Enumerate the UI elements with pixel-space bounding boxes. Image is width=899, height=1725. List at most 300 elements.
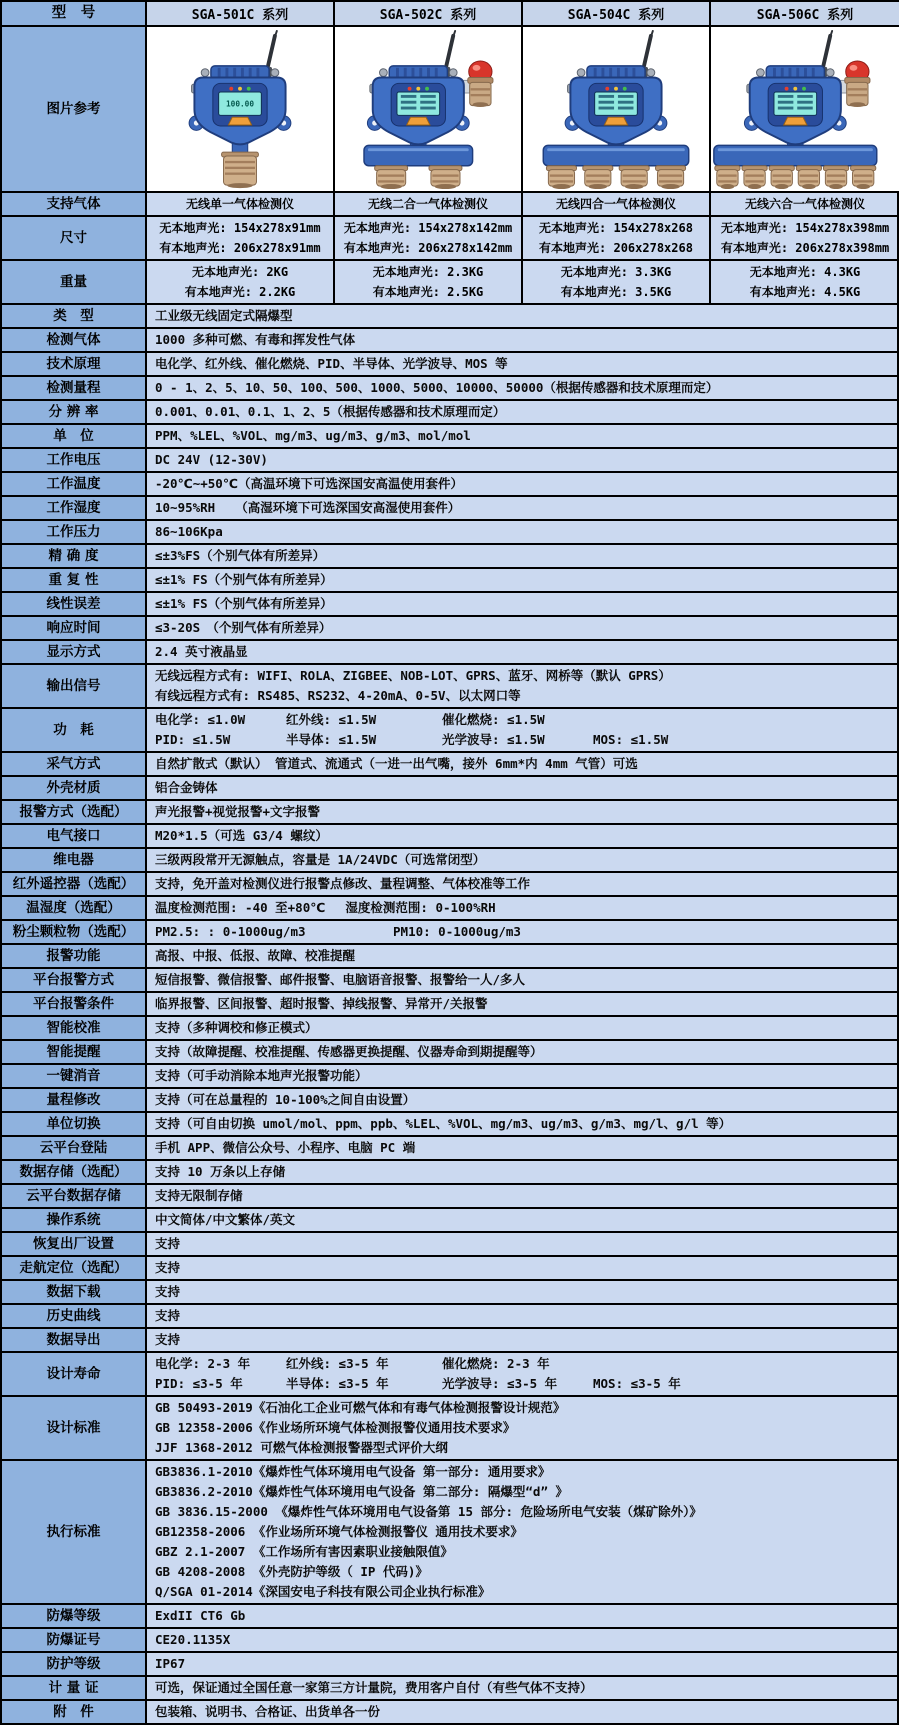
spec-text: 温度检测范围: -40 至+80℃ 湿度检测范围: 0-100%RH [155,900,496,915]
table-row-weight [2,261,897,305]
table-row-platform-alarm-cond [2,993,897,1017]
row-label-temp-humidity: 温湿度（选配） [2,897,147,919]
spec-value-resolution [147,401,897,423]
spec-text: 支持 [155,1284,181,1299]
spec-text: DC 24V (12-30V) [155,452,268,467]
spec-text: 支持 [155,1332,181,1347]
spec-line [155,1606,893,1626]
spec-value-alarm-func [147,945,897,967]
spec-line [155,1702,893,1722]
spec-text: 红外线: ≤1.5W [286,712,377,727]
row-label-smart-cal: 智能校准 [2,1017,147,1039]
spec-line [155,450,893,470]
series-header-sga-502c: SGA-502C 系列 [335,2,523,25]
table-row-os [2,1209,897,1233]
table-row-work-temp [2,473,897,497]
spec-line [155,1462,893,1482]
spec-text: 支持 [155,1308,181,1323]
row-label-ex-grade: 防爆等级 [2,1605,147,1627]
table-row-dust [2,921,897,945]
spec-text: 无线四合一气体检测仪 [555,197,676,211]
weight-value-col-2 [523,261,711,303]
spec-value-ex-grade [147,1605,897,1627]
spec-value-smart-cal [147,1017,897,1039]
row-label-ex-cert: 防爆证号 [2,1629,147,1651]
row-label-work-temp: 工作温度 [2,473,147,495]
spec-line [155,754,893,774]
spec-text: 电化学: 2-3 年 [155,1356,251,1371]
spec-text: 支持（可手动消除本地声光报警功能） [155,1068,368,1083]
spec-line [155,946,893,966]
spec-text: GBZ 2.1-2007 《工作场所有害因素职业接触限值》 [155,1544,453,1559]
row-label-data-download: 数据下载 [2,1281,147,1303]
spec-line [155,522,893,542]
table-row-repeatability [2,569,897,593]
table-row-relay [2,849,897,873]
spec-line [155,378,893,398]
spec-line [155,1374,893,1394]
spec-text: IP67 [155,1656,186,1671]
spec-text: GB 3836.15-2000 《爆炸性气体环境用电气设备第 15 部分: 危险场所电气安装（煤矿除外）》 [155,1504,702,1519]
spec-text: 无本地声光: 154x278x268 [539,221,693,235]
table-row-gps [2,1257,897,1281]
spec-line [155,306,893,326]
spec-value-sampling [147,753,897,775]
spec-value-design-life [147,1353,897,1395]
spec-value-factory-reset [147,1233,897,1255]
spec-line [155,1630,893,1650]
spec-line [155,1282,893,1302]
spec-text: 支持无限制存储 [155,1188,243,1203]
table-row-one-key-mute [2,1065,897,1089]
weight-value-col-1 [335,261,523,303]
spec-value-platform-alarm-type [147,969,897,991]
spec-text: 1000 多种可燃、有毒和挥发性气体 [155,332,356,347]
spec-line [155,1210,893,1230]
spec-text: 光学波导: ≤1.5W [442,732,545,747]
row-label-ir-remote: 红外遥控器（选配） [2,873,147,895]
spec-text: 中文简体/中文繁体/英文 [155,1212,296,1227]
dimensions-value-col-3 [711,217,899,259]
spec-text: GB3836.2-2010《爆炸性气体环境用电气设备 第二部分: 隔爆型“d” 》 [155,1484,569,1499]
spec-text: 支持 [155,1260,181,1275]
table-row-exec-std [2,1461,897,1605]
spec-text: MOS: ≤3-5 年 [593,1376,681,1391]
spec-text: 三级两段常开无源触点，容量是 1A/24VDC（可选常闭型） [155,852,486,867]
spec-text: 2.4 英寸液晶显 [155,644,248,659]
model-header-row [2,2,897,27]
table-row-range-modify [2,1089,897,1113]
spec-text: 0.001、0.01、0.1、1、2、5（根据传感器和技术原理而定） [155,404,506,419]
row-label-voltage: 工作电压 [2,449,147,471]
table-row-unit [2,425,897,449]
spec-text: 铝合金铸体 [155,780,218,795]
spec-line [155,1522,893,1542]
spec-text: 有线远程方式有: RS485、RS232、4-20mA、0-5V、以太网口等 [155,688,521,703]
spec-value-gps [147,1257,897,1279]
row-label-sampling: 采气方式 [2,753,147,775]
spec-text: 有本地声光: 4.5KG [749,285,861,299]
spec-text: 支持（多种调校和修正模式） [155,1020,318,1035]
product-image-sga-502c [335,27,523,191]
spec-value-detect-gas [147,329,897,351]
weight-value-col-3 [711,261,899,303]
spec-line [155,1162,893,1182]
spec-value-design-std [147,1397,897,1459]
spec-value-data-download [147,1281,897,1303]
table-row-power [2,709,897,753]
table-row-smart-remind [2,1041,897,1065]
spec-value-smart-remind [147,1041,897,1063]
svg-text:100.00: 100.00 [226,99,254,109]
spec-value-voltage [147,449,897,471]
spec-text: PM2.5: : 0-1000ug/m3 PM10: 0-1000ug/m3 [155,924,521,939]
spec-value-principle [147,353,897,375]
spec-text: 支持（可在总量程的 10-100%之间自由设置） [155,1092,416,1107]
spec-value-platform-alarm-cond [147,993,897,1015]
series-header-sga-506c: SGA-506C 系列 [711,2,899,25]
spec-line [155,1502,893,1522]
spec-line [155,618,893,638]
spec-value-range-modify [147,1089,897,1111]
spec-line [155,546,893,566]
spec-line [155,1066,893,1086]
table-row-detect-gas [2,329,897,353]
spec-line [155,354,893,374]
product-image-sga-501c [147,27,335,191]
table-row-alarm-func [2,945,897,969]
row-label-unit: 单 位 [2,425,147,447]
table-row-platform-alarm-type [2,969,897,993]
spec-value-relay [147,849,897,871]
table-row-alarm-type [2,801,897,825]
spec-text: 催化燃烧: 2-3 年 [442,1356,550,1371]
spec-text: 支持 10 万条以上存储 [155,1164,286,1179]
spec-text: Q/SGA 01-2014《深国安电子科技有限公司企业执行标准》 [155,1584,491,1599]
spec-value-range [147,377,897,399]
spec-value-alarm-type [147,801,897,823]
spec-line [155,426,893,446]
spec-text: 半导体: ≤1.5W [286,732,377,747]
supported-gas-value-col-0 [147,193,335,215]
table-row-ex-grade [2,1605,897,1629]
spec-line [155,802,893,822]
table-row-smart-cal [2,1017,897,1041]
spec-line [155,1542,893,1562]
row-label-dimensions: 尺寸 [2,217,147,259]
row-label-linearity: 线性误差 [2,593,147,615]
row-label-detect-gas: 检测气体 [2,329,147,351]
spec-text: 无本地声光: 3.3KG [560,265,672,279]
spec-line [155,1114,893,1134]
spec-line [155,1306,893,1326]
table-row-data-export [2,1329,897,1353]
spec-text: 临界报警、区间报警、超时报警、掉线报警、异常开/关报警 [155,996,488,1011]
spec-text: 有本地声光: 206x278x268 [539,241,693,255]
spec-line [155,498,893,518]
spec-value-display [147,641,897,663]
spec-value-data-export [147,1329,897,1351]
table-row-ip-grade [2,1653,897,1677]
row-label-data-export: 数据导出 [2,1329,147,1351]
spec-value-cloud-storage [147,1185,897,1207]
table-row-voltage [2,449,897,473]
spec-value-output-signal [147,665,897,707]
spec-line [155,826,893,846]
table-row-cloud-storage [2,1185,897,1209]
table-row-range [2,377,897,401]
spec-value-dust [147,921,897,943]
row-label-response: 响应时间 [2,617,147,639]
table-row-ex-cert [2,1629,897,1653]
row-label-alarm-type: 报警方式（选配） [2,801,147,823]
spec-line [155,1582,893,1602]
supported-gas-value-col-2 [523,193,711,215]
spec-line [155,710,893,730]
spec-line [155,874,893,894]
spec-text: 高报、中报、低报、故障、校准提醒 [155,948,356,963]
spec-value-unit [147,425,897,447]
row-label-accuracy: 精 确 度 [2,545,147,567]
dimensions-value-col-2 [523,217,711,259]
spec-value-ip-grade [147,1653,897,1675]
spec-text: 工业级无线固定式隔爆型 [155,308,293,323]
row-label-electric-port: 电气接口 [2,825,147,847]
spec-line [155,1562,893,1582]
spec-line [155,1482,893,1502]
spec-value-power [147,709,897,751]
dimensions-value-col-0 [147,217,335,259]
spec-text: 催化燃烧: ≤1.5W [442,712,545,727]
spec-text: GB3836.1-2010《爆炸性气体环境用电气设备 第一部分: 通用要求》 [155,1464,551,1479]
spec-line [155,1398,893,1418]
spec-line [155,1090,893,1110]
table-row-pressure [2,521,897,545]
spec-line [155,1654,893,1674]
spec-text: 支持，免开盖对检测仪进行报警点修改、量程调整、气体校准等工作 [155,876,531,891]
table-row-design-life [2,1353,897,1397]
spec-text: JJF 1368-2012 可燃气体检测报警器型式评价大纲 [155,1440,448,1455]
spec-line [155,1042,893,1062]
spec-line [155,1438,893,1458]
spec-value-type [147,305,897,327]
row-label-cloud-login: 云平台登陆 [2,1137,147,1159]
spec-value-work-humidity [147,497,897,519]
table-row-shell [2,777,897,801]
spec-line [155,1234,893,1254]
table-row-accuracy [2,545,897,569]
row-label-relay: 维电器 [2,849,147,871]
row-label-one-key-mute: 一键消音 [2,1065,147,1087]
table-row-unit-switch [2,1113,897,1137]
spec-text: 红外线: ≤3-5 年 [286,1356,389,1371]
spec-text: ≤±3%FS（个别气体有所差异） [155,548,326,563]
row-label-principle: 技术原理 [2,353,147,375]
row-label-unit-switch: 单位切换 [2,1113,147,1135]
row-label-supported-gas: 支持气体 [2,193,147,215]
spec-text: 短信报警、微信报警、邮件报警、电脑语音报警、报警给一人/多人 [155,972,526,987]
row-label-accessories: 附 件 [2,1701,147,1723]
spec-text: 有本地声光: 2.5KG [372,285,484,299]
row-label-platform-alarm-type: 平台报警方式 [2,969,147,991]
table-row-accessories [2,1701,897,1723]
spec-line [155,1418,893,1438]
spec-value-response [147,617,897,639]
row-label-gps: 走航定位（选配） [2,1257,147,1279]
spec-line [155,994,893,1014]
spec-value-linearity [147,593,897,615]
spec-line [155,1330,893,1350]
row-label-range: 检测量程 [2,377,147,399]
spec-value-repeatability [147,569,897,591]
dimensions-value-col-1 [335,217,523,259]
spec-text: PID: ≤3-5 年 [155,1376,243,1391]
spec-text: 10~95%RH （高湿环境下可选深国安高湿使用套件） [155,500,461,515]
spec-value-os [147,1209,897,1231]
spec-value-metering [147,1677,897,1699]
table-row-ir-remote [2,873,897,897]
spec-value-electric-port [147,825,897,847]
spec-line [155,850,893,870]
spec-line [155,922,893,942]
spec-text: ≤3-20S （个别气体有所差异） [155,620,332,635]
product-image-sga-504c [523,27,711,191]
row-label-pressure: 工作压力 [2,521,147,543]
spec-value-one-key-mute [147,1065,897,1087]
row-label-display: 显示方式 [2,641,147,663]
table-row-work-humidity [2,497,897,521]
row-label-work-humidity: 工作湿度 [2,497,147,519]
spec-text: 支持（故障提醒、校准提醒、传感器更换提醒、仪器寿命到期提醒等） [155,1044,543,1059]
spec-line [155,474,893,494]
series-header-sga-501c: SGA-501C 系列 [147,2,335,25]
spec-text: 光学波导: ≤3-5 年 [442,1376,558,1391]
row-label-design-life: 设计寿命 [2,1353,147,1395]
row-label-smart-remind: 智能提醒 [2,1041,147,1063]
table-row-design-std [2,1397,897,1461]
table-row-supported-gas [2,193,897,217]
row-label-type: 类 型 [2,305,147,327]
table-row-metering [2,1677,897,1701]
spec-value-history-curve [147,1305,897,1327]
spec-text: 有本地声光: 2.2KG [184,285,296,299]
spec-line [155,1138,893,1158]
spec-value-data-storage [147,1161,897,1183]
spec-value-cloud-login [147,1137,897,1159]
spec-text: 无线二合一气体检测仪 [367,197,488,211]
spec-value-temp-humidity [147,897,897,919]
spec-text: 有本地声光: 206x278x91mm [159,241,321,255]
spec-value-exec-std [147,1461,897,1603]
row-label-platform-alarm-cond: 平台报警条件 [2,993,147,1015]
row-label-design-std: 设计标准 [2,1397,147,1459]
row-label-metering: 计 量 证 [2,1677,147,1699]
spec-text: 无线六合一气体检测仪 [744,197,865,211]
model-row-label: 型 号 [2,2,147,25]
spec-text: GB12358-2006 《作业场所环境气体检测报警仪 通用技术要求》 [155,1524,523,1539]
table-row-linearity [2,593,897,617]
spec-text: 无本地声光: 154x278x398mm [720,221,890,235]
spec-line [155,778,893,798]
row-label-output-signal: 输出信号 [2,665,147,707]
table-row-data-storage [2,1161,897,1185]
table-row-output-signal [2,665,897,709]
row-label-resolution: 分 辨 率 [2,401,147,423]
spec-line [155,402,893,422]
spec-text: PPM、%LEL、%VOL、mg/m3、ug/m3、g/m3、mol/mol [155,428,471,443]
spec-line [155,730,893,750]
table-row-resolution [2,401,897,425]
spec-text: M20*1.5（可选 G3/4 螺纹） [155,828,328,843]
spec-text: 自然扩散式（默认） 管道式、流通式（一进一出气嘴，接外 6mm*内 4mm 气管）可选 [155,756,638,771]
product-image-sga-506c [711,27,899,191]
spec-text: 无本地声光: 4.3KG [749,265,861,279]
spec-text: GB 12358-2006《作业场所环境气体检测报警仪通用技术要求》 [155,1420,516,1435]
row-label-cloud-storage: 云平台数据存储 [2,1185,147,1207]
spec-text: 可选，保证通过全国任意一家第三方计量院，费用客户自付（有些气体不支持） [155,1680,593,1695]
row-label-alarm-func: 报警功能 [2,945,147,967]
row-label-weight: 重量 [2,261,147,303]
spec-line [155,330,893,350]
row-label-shell: 外壳材质 [2,777,147,799]
table-row-display [2,641,897,665]
spec-text: 包装箱、说明书、合格证、出货单各一份 [155,1704,381,1719]
spec-text: ≤±1% FS（个别气体有所差异） [155,596,333,611]
supported-gas-value-col-1 [335,193,523,215]
row-label-dust: 粉尘颗粒物（选配） [2,921,147,943]
spec-text: ExdII CT6 Gb [155,1608,246,1623]
table-row-principle [2,353,897,377]
spec-text: 有本地声光: 206x278x142mm [343,241,513,255]
spec-text: ≤±1% FS（个别气体有所差异） [155,572,333,587]
spec-text: GB 50493-2019《石油化工企业可燃气体和有毒气体检测报警设计规范》 [155,1400,566,1415]
series-header-sga-504c: SGA-504C 系列 [523,2,711,25]
spec-line [155,642,893,662]
row-label-factory-reset: 恢复出厂设置 [2,1233,147,1255]
spec-value-ir-remote [147,873,897,895]
spec-value-pressure [147,521,897,543]
spec-text: 支持（可自由切换 umol/mol、ppm、ppb、%LEL、%VOL、mg/m3、ug/m3、g/m3、mg/l、g/l 等） [155,1116,732,1131]
row-label-power: 功 耗 [2,709,147,751]
table-row-history-curve [2,1305,897,1329]
row-label-repeatability: 重 复 性 [2,569,147,591]
table-row-electric-port [2,825,897,849]
weight-value-col-0 [147,261,335,303]
spec-text: CE20.1135X [155,1632,231,1647]
spec-text: 无线单一气体检测仪 [185,197,294,211]
table-row-factory-reset [2,1233,897,1257]
table-row-response [2,617,897,641]
spec-text: 86~106Kpa [155,524,223,539]
spec-text: 电化学: ≤1.0W [155,712,246,727]
spec-text: 无线远程方式有: WIFI、ROLA、ZIGBEE、NOB-LOT、GPRS、蓝牙、网桥等（默认 GPRS） [155,668,671,683]
spec-text: 电化学、红外线、催化燃烧、PID、半导体、光学波导、MOS 等 [155,356,508,371]
spec-value-shell [147,777,897,799]
table-row-type [2,305,897,329]
spec-value-ex-cert [147,1629,897,1651]
table-row-sampling [2,753,897,777]
table-row-temp-humidity [2,897,897,921]
spec-text: -20℃~+50℃（高温环境下可选深国安高温使用套件） [155,476,463,491]
spec-text: 有本地声光: 3.5KG [560,285,672,299]
spec-text: 无本地声光: 2KG [191,265,289,279]
supported-gas-value-col-3 [711,193,899,215]
row-label-os: 操作系统 [2,1209,147,1231]
spec-line [155,898,893,918]
row-label-history-curve: 历史曲线 [2,1305,147,1327]
spec-text: PID: ≤1.5W [155,732,231,747]
spec-text: 有本地声光: 206x278x398mm [720,241,890,255]
